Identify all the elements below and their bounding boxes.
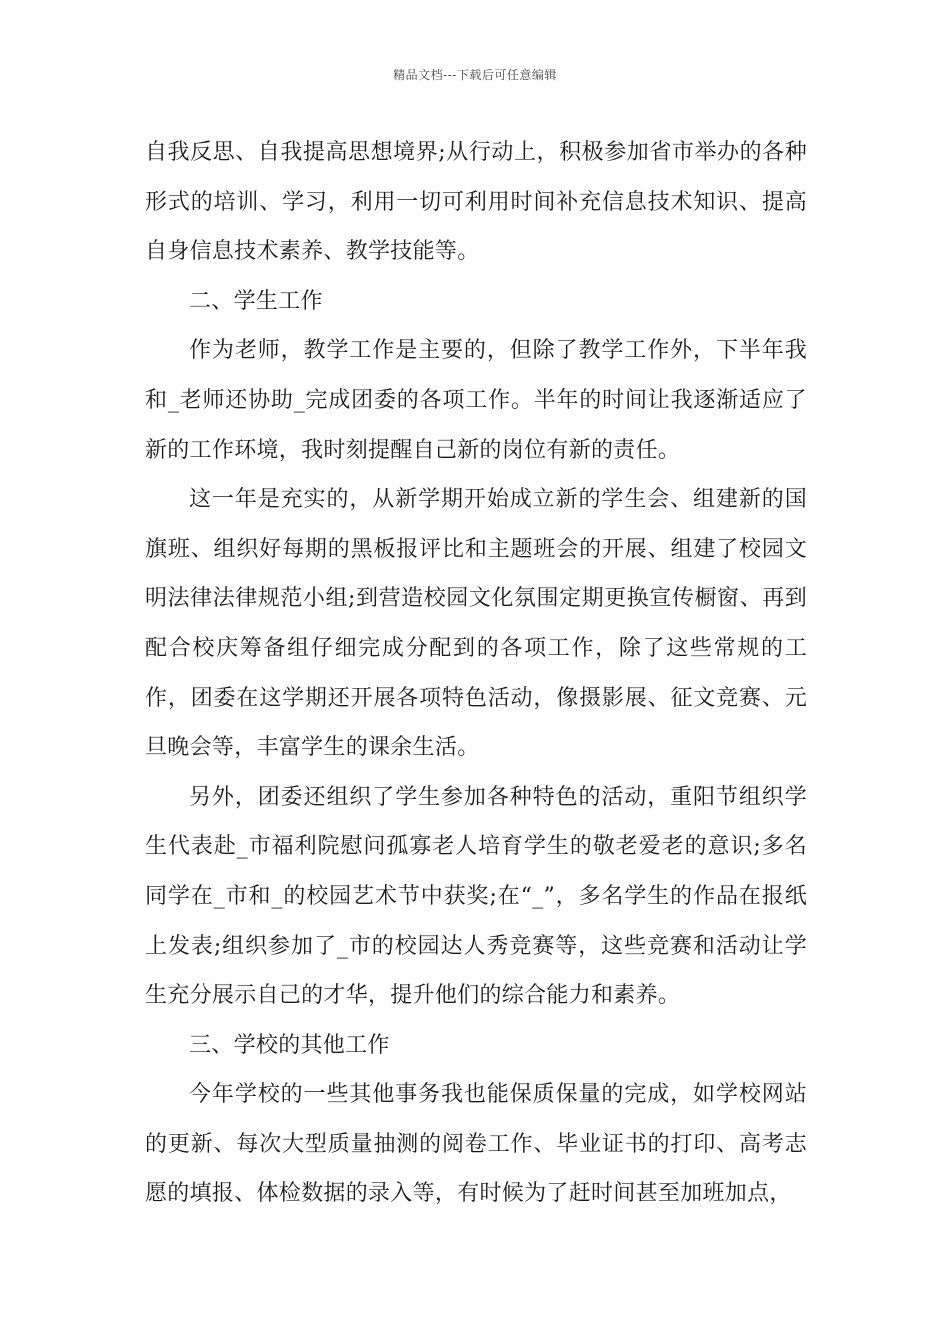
paragraph-activities: 另外，团委还组织了学生参加各种特色的活动，重阳节组织学生代表赴_市福利院慰问孤寡老人培育学生的敬老爱老的意识;多名同学在_市和_的校园艺术节中获奖;在“_”，多名学生的作品在报纸上发表;组织参加了_市的校园达人秀竞赛等，这些竞赛和活动让学生充分展示自己的才华，提升他们的综合能力和素养。 — [145, 784, 807, 1009]
page-header: 精品文档---下载后可任意编辑 — [393, 68, 557, 82]
section-heading-student-work: 二、学生工作 — [189, 288, 323, 314]
paragraph-teacher-role: 作为老师，教学工作是主要的，但除了教学工作外，下半年我和_老师还协助_完成团委的各项工作。半年的时间让我逐渐适应了新的工作环境，我时刻提醒自己新的岗位有新的责任。 — [145, 338, 807, 463]
paragraph-continuation: 自我反思、自我提高思想境界;从行动上，积极参加省市举办的各种形式的培训、学习，利用一切可利用时间补充信息技术知识、提高自身信息技术素养、教学技能等。 — [145, 140, 807, 265]
section-heading-other-work: 三、学校的其他工作 — [189, 1032, 390, 1058]
document-body — [145, 128, 807, 1219]
paragraph-other-tasks: 今年学校的一些其他事务我也能保质保量的完成，如学校网站的更新、每次大型质量抽测的阅卷工作、毕业证书的打印、高考志愿的填报、体检数据的录入等，有时候为了赶时间甚至加班加点， — [145, 1082, 807, 1207]
paragraph-year-summary: 这一年是充实的，从新学期开始成立新的学生会、组建新的国旗班、组织好每期的黑板报评比和主题班会的开展、组建了校园文明法律法律规范小组;到营造校园文化氛围定期更换宣传橱窗、再到配合校庆筹备组仔细完成分配到的各项工作，除了这些常规的工作，团委在这学期还开展各项特色活动，像摄影展、征文竞赛、元旦晚会等，丰富学生的课余生活。 — [145, 487, 807, 761]
